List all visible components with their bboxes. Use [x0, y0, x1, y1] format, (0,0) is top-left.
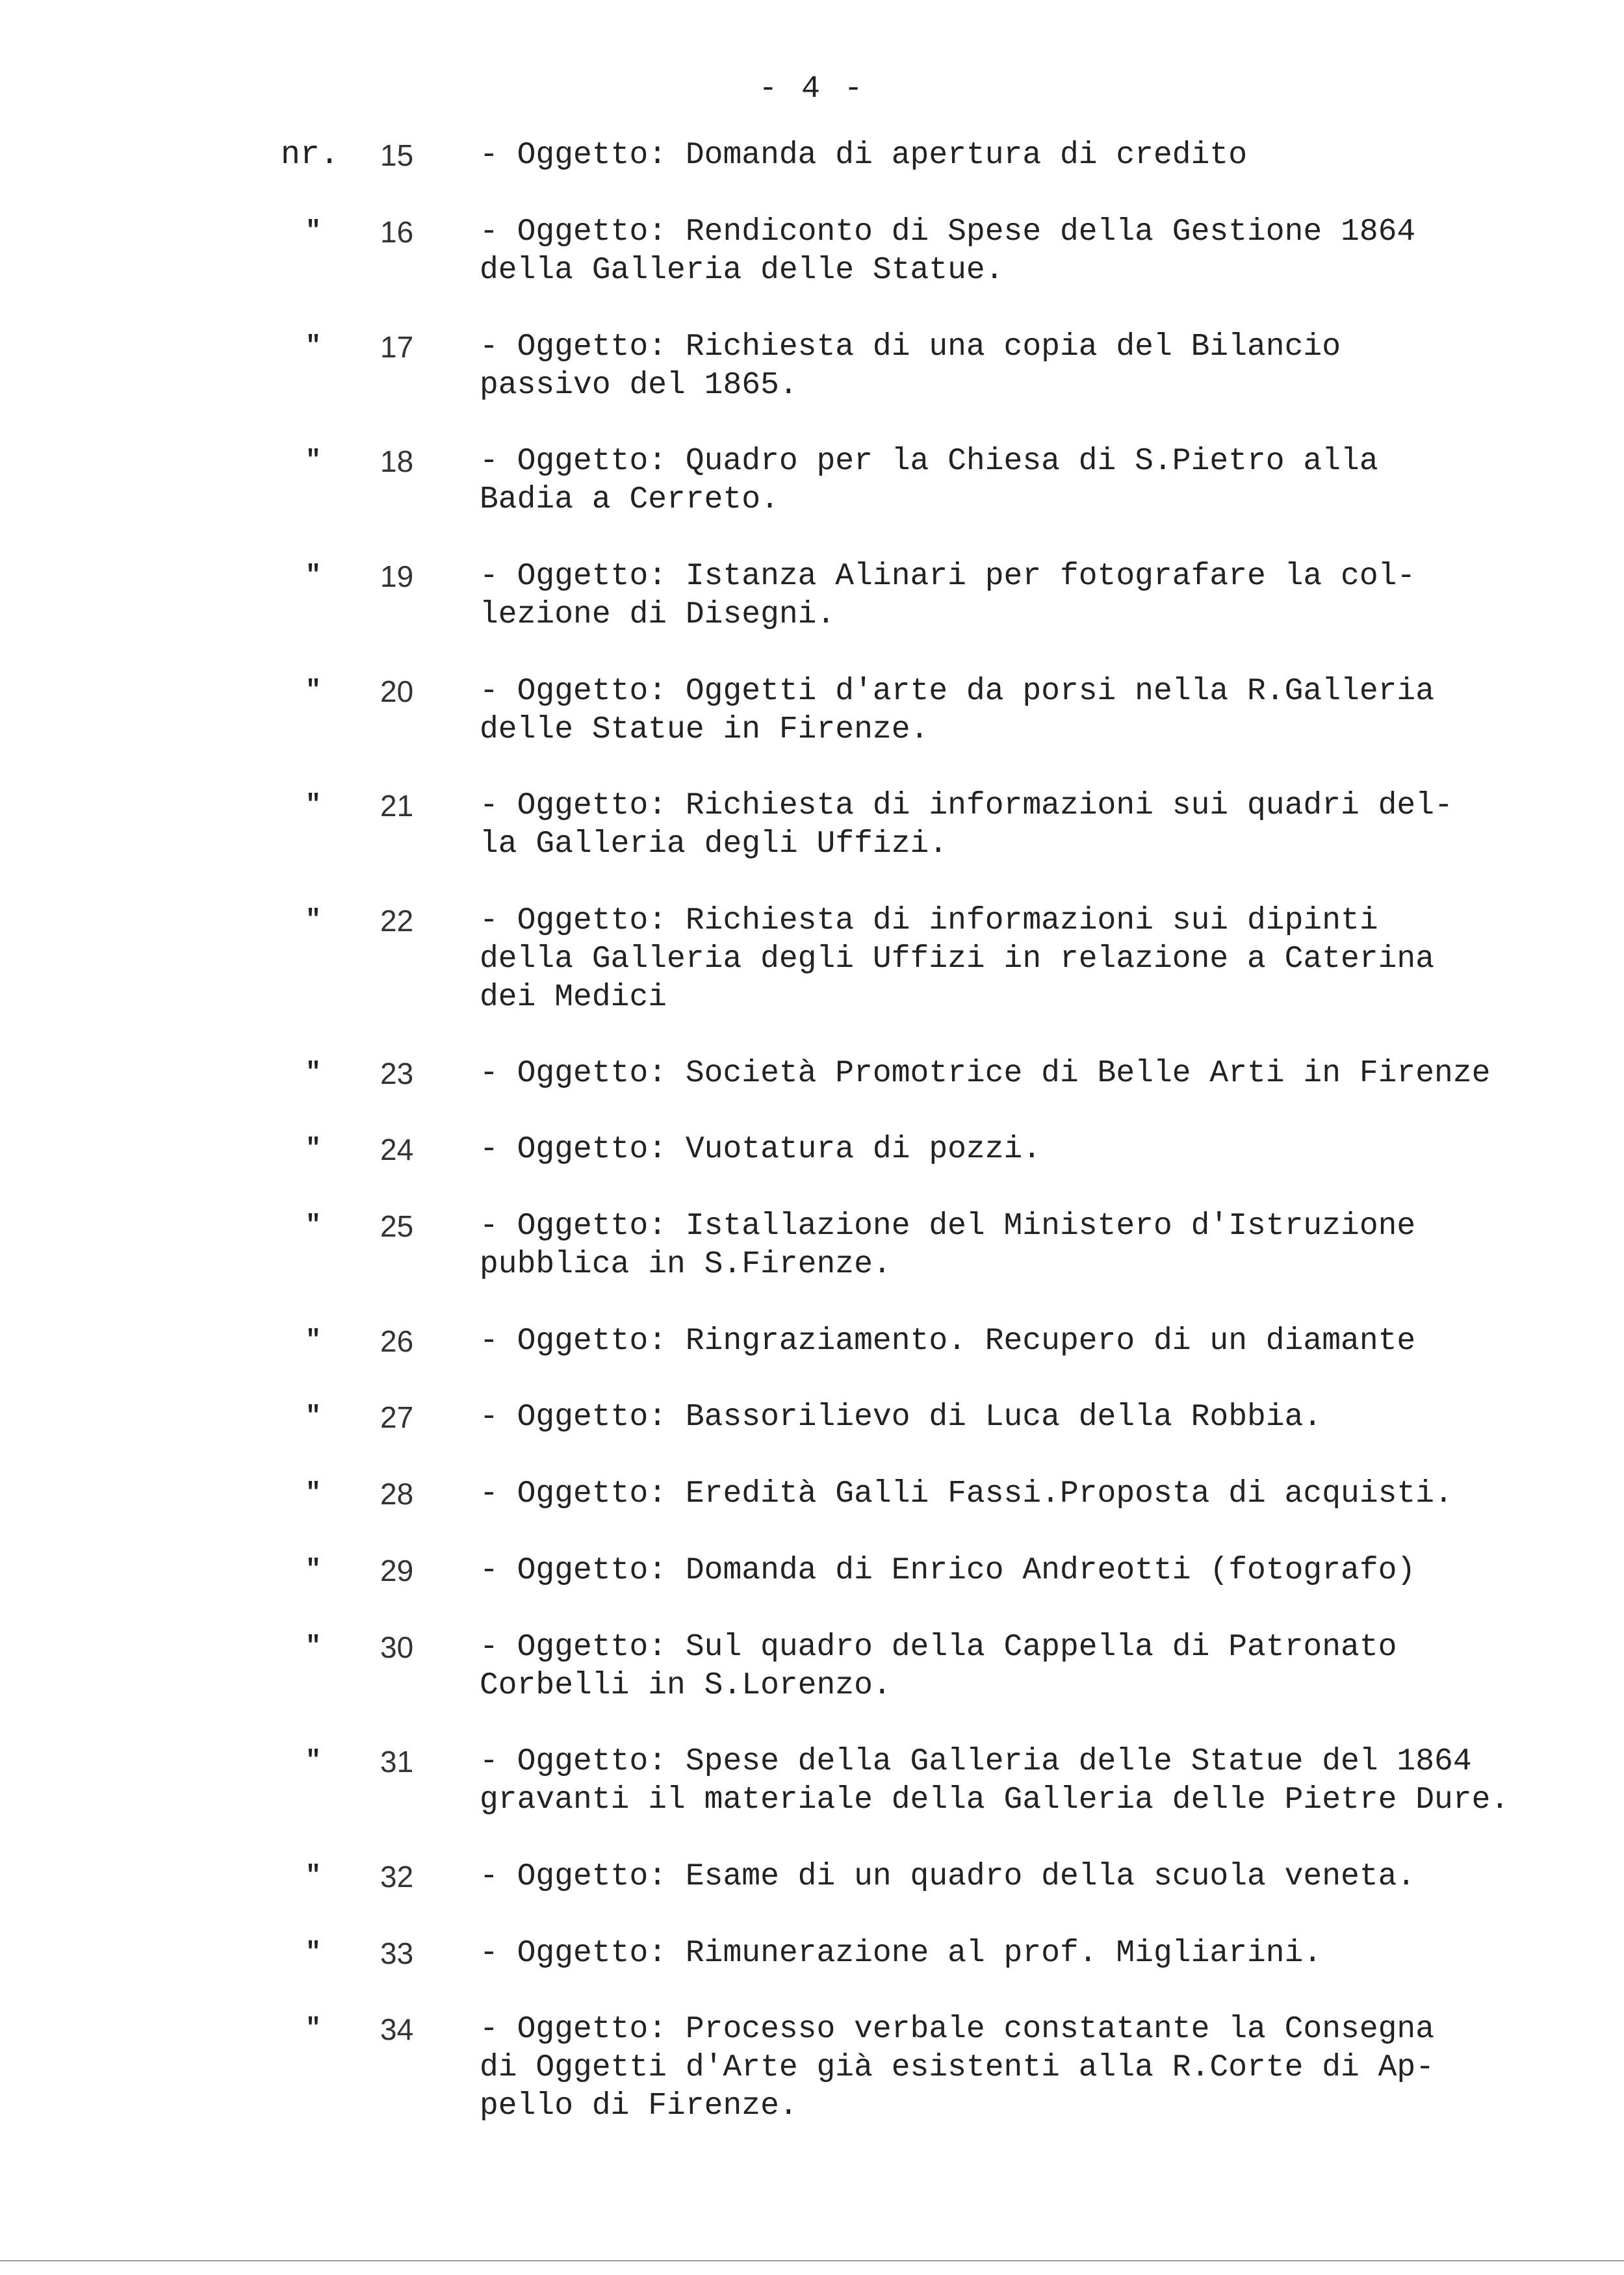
entry-number: 27	[380, 1400, 414, 1434]
entry-text-line: della Galleria delle Statue.	[480, 253, 1004, 288]
entry-text-line: dei Medici	[480, 980, 667, 1015]
entry-ditto-mark: "	[305, 1135, 322, 1164]
entry-text-line: Badia a Cerreto.	[480, 482, 779, 517]
entry-text-line: della Galleria degli Uffizi in relazione a Caterina	[480, 942, 1435, 977]
entry-text-line: - Oggetto: Società Promotrice di Belle Arti in Firenze	[480, 1056, 1491, 1091]
entry-text-line: - Oggetto: Rimunerazione al prof. Migliarini.	[480, 1936, 1322, 1971]
entry-ditto-mark: "	[305, 1862, 322, 1891]
entry-number: 17	[380, 330, 414, 364]
entry-number: 31	[380, 1745, 414, 1779]
entry-number: 24	[380, 1133, 414, 1166]
entry-text-line: - Oggetto: Richiesta di informazioni sui dipinti	[480, 903, 1378, 938]
entry-ditto-mark: "	[305, 1556, 322, 1585]
entry-ditto-mark: "	[305, 1747, 322, 1776]
entry-ditto-mark: "	[305, 1938, 322, 1968]
entry-prefix-nr: nr.	[281, 136, 340, 174]
entry-text-line: - Oggetto: Quadro per la Chiesa di S.Pietro alla	[480, 444, 1378, 479]
entry-text-line: - Oggetto: Spese della Galleria delle Statue del 1864	[480, 1744, 1472, 1779]
entry-ditto-mark: "	[305, 561, 322, 591]
entry-text-line: - Oggetto: Sul quadro della Cappella di Patronato	[480, 1630, 1397, 1665]
entry-text-line: - Oggetto: Rendiconto di Spese della Gestione 1864	[480, 214, 1416, 250]
entry-ditto-mark: "	[305, 2014, 322, 2044]
entry-text	[480, 1475, 1545, 1513]
entry-text-line: delle Statue in Firenze.	[480, 712, 929, 747]
entry-number: 23	[380, 1057, 414, 1090]
entry-ditto-mark: "	[305, 446, 322, 476]
entry-ditto-mark: "	[305, 1326, 322, 1356]
entry-number: 28	[380, 1477, 414, 1511]
entry-number: 21	[380, 789, 414, 823]
entry-number: 19	[380, 559, 414, 593]
entry-text	[480, 136, 1545, 175]
entry-number: 30	[380, 1630, 414, 1664]
entry-number: 15	[380, 138, 414, 172]
entry-text-line: passivo del 1865.	[480, 368, 798, 403]
entry-ditto-mark: "	[305, 1211, 322, 1240]
entry-ditto-mark: "	[305, 676, 322, 706]
entry-text-line: - Oggetto: Richiesta di una copia del Bilancio	[480, 329, 1341, 365]
entry-text-line: - Oggetto: Domanda di apertura di credito	[480, 138, 1247, 173]
entry-text-line: - Oggetto: Domanda di Enrico Andreotti (fotografo)	[480, 1553, 1416, 1588]
entry-text-line: - Oggetto: Richiesta di informazioni sui quadri del-	[480, 788, 1453, 823]
entry-text	[480, 213, 1545, 290]
entry-text-line: - Oggetto: Esame di un quadro della scuola veneta.	[480, 1859, 1416, 1894]
entry-number: 18	[380, 444, 414, 478]
entry-number: 16	[380, 215, 414, 249]
entry-text-line: di Oggetti d'Arte già esistenti alla R.Corte di Ap-	[480, 2050, 1435, 2085]
entry-ditto-mark: "	[305, 217, 322, 246]
bottom-rule	[0, 2260, 1624, 2261]
entry-number: 34	[380, 2012, 414, 2046]
entry-ditto-mark: "	[305, 1632, 322, 1662]
entry-ditto-mark: "	[305, 906, 322, 935]
entry-text	[480, 1131, 1545, 1169]
entry-text-line: - Oggetto: Ringraziamento. Recupero di un diamante	[480, 1324, 1416, 1359]
entry-number: 22	[380, 904, 414, 938]
entry-ditto-mark: "	[305, 1059, 322, 1088]
entry-number: 25	[380, 1209, 414, 1243]
entry-number: 33	[380, 1936, 414, 1970]
entry-ditto-mark: "	[305, 1402, 322, 1432]
entry-text	[480, 902, 1545, 1017]
entry-text-line: - Oggetto: Oggetti d'arte da porsi nella R.Galleria	[480, 674, 1435, 709]
page-number: - 4 -	[758, 71, 866, 107]
entry-text	[480, 1207, 1545, 1284]
entry-number: 29	[380, 1554, 414, 1587]
entry-text	[480, 1858, 1545, 1896]
entry-ditto-mark: "	[305, 332, 322, 361]
entry-text-line: - Oggetto: Bassorilievo di Luca della Robbia.	[480, 1400, 1322, 1435]
entry-text	[480, 1934, 1545, 1973]
entry-text-line: - Oggetto: Istallazione del Ministero d'Istruzione	[480, 1209, 1416, 1244]
entry-text-line: - Oggetto: Istanza Alinari per fotografare la col-	[480, 559, 1416, 594]
entry-text	[480, 1743, 1545, 1819]
entry-number: 32	[380, 1860, 414, 1894]
entry-number: 26	[380, 1324, 414, 1358]
entry-text-line: Corbelli in S.Lorenzo.	[480, 1668, 892, 1703]
entry-text	[480, 443, 1545, 519]
entry-text-line: lezione di Disegni.	[480, 597, 836, 632]
entry-ditto-mark: "	[305, 1479, 322, 1508]
entry-ditto-mark: "	[305, 791, 322, 820]
entry-text-line: pello di Firenze.	[480, 2089, 798, 2124]
entry-text	[480, 558, 1545, 634]
entry-text	[480, 1055, 1545, 1093]
entry-text-line: la Galleria degli Uffizi.	[480, 827, 948, 862]
entry-text	[480, 1322, 1545, 1361]
entry-text-line: pubblica in S.Firenze.	[480, 1247, 892, 1282]
entry-text	[480, 787, 1545, 864]
entry-number: 20	[380, 675, 414, 708]
entry-text-line: - Oggetto: Vuotatura di pozzi.	[480, 1132, 1042, 1167]
entry-text-line: gravanti il materiale della Galleria delle Pietre Dure.	[480, 1782, 1510, 1818]
entry-text	[480, 1552, 1545, 1590]
entry-text	[480, 1398, 1545, 1437]
entry-text-line: - Oggetto: Processo verbale constatante la Consegna	[480, 2012, 1435, 2047]
entry-text	[480, 328, 1545, 405]
entry-text	[480, 1628, 1545, 1705]
entry-text-line: - Oggetto: Eredità Galli Fassi.Proposta di acquisti.	[480, 1476, 1453, 1511]
entry-text	[480, 673, 1545, 749]
entry-text	[480, 2011, 1545, 2126]
